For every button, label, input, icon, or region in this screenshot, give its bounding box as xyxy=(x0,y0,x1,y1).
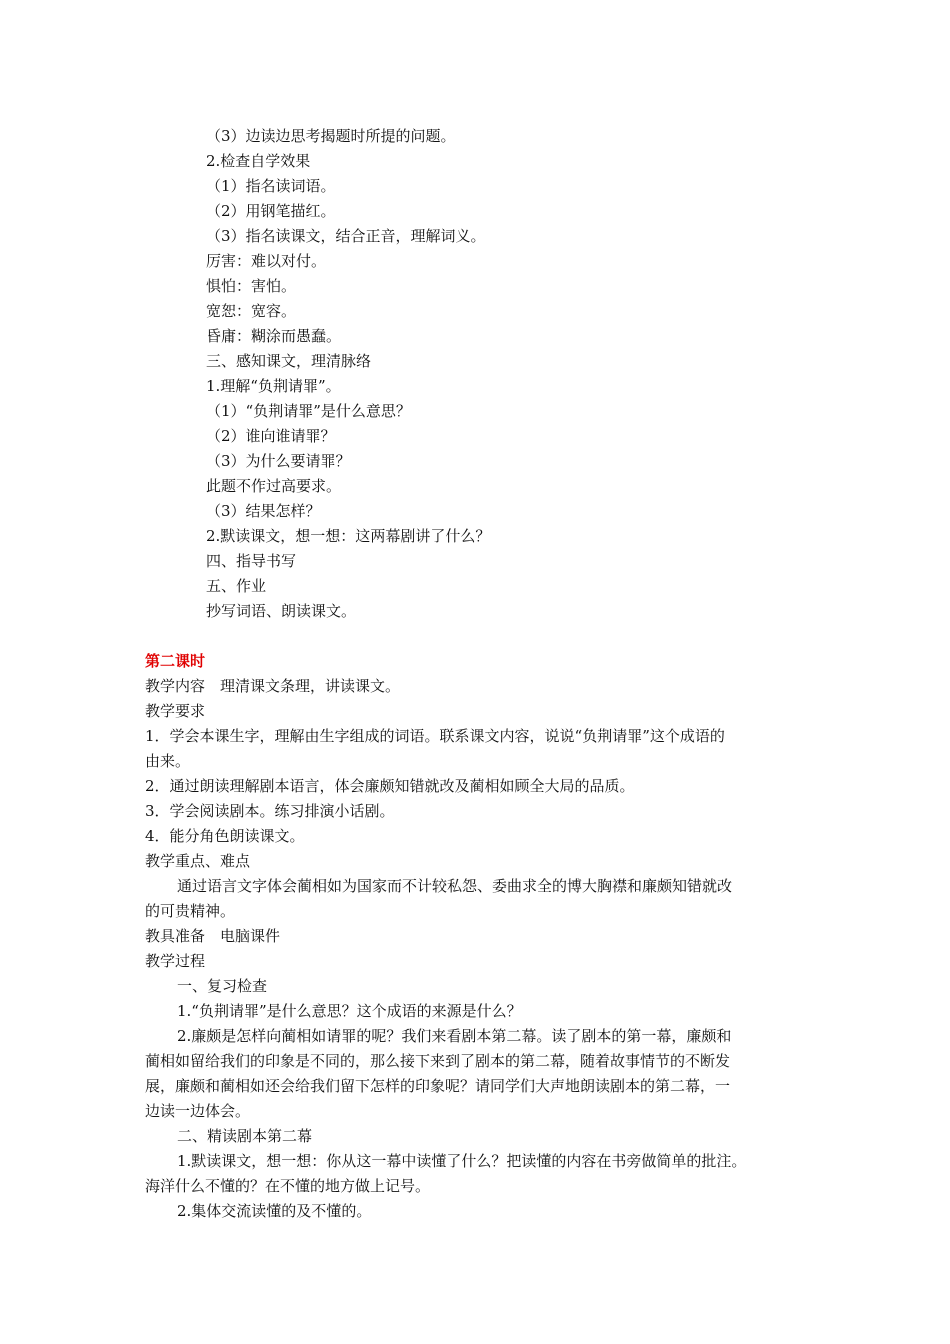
text-line: 三、感知课文，理清脉络 xyxy=(206,352,372,370)
step-1-item-2-cont: 展，廉颇和蔺相如还会给我们留下怎样的印象呢？请同学们大声地朗读剧本的第二幕，一 xyxy=(145,1077,731,1095)
text-line: （3）边读边思考揭题时所提的问题。 xyxy=(206,127,456,145)
step-2-item-1-cont: 海洋什么不懂的？在不懂的地方做上记号。 xyxy=(145,1177,431,1195)
text-line: （3）结果怎样？ xyxy=(206,502,321,520)
requirements-heading: 教学要求 xyxy=(145,702,206,720)
requirement-4: 4．能分角色朗读课文。 xyxy=(145,827,305,845)
text-line: 此题不作过高要求。 xyxy=(206,477,342,495)
content-line: 教学内容 理清课文条理，讲读课文。 xyxy=(145,677,401,695)
section-title: 第二课时 xyxy=(145,652,206,670)
requirement-1: 1．学会本课生字，理解由生字组成的词语。联系课文内容，说说“负荆请罪”这个成语的 xyxy=(145,727,725,745)
text-line: （2）谁向谁请罪？ xyxy=(206,427,336,445)
text-line: 五、作业 xyxy=(206,577,267,595)
step-1-item-2-cont: 蔺相如留给我们的印象是不同的，那么接下来到了剧本的第二幕，随着故事情节的不断发 xyxy=(145,1052,731,1070)
step-1-item-2-cont: 边读一边体会。 xyxy=(145,1102,251,1120)
text-line: 厉害：难以对付。 xyxy=(206,252,327,270)
key-points-text-cont: 的可贵精神。 xyxy=(145,902,236,920)
key-points-text: 通过语言文字体会蔺相如为国家而不计较私怨、委曲求全的博大胸襟和廉颇知错就改 xyxy=(177,877,733,895)
step-1-item-1: 1.“负荆请罪”是什么意思？这个成语的来源是什么？ xyxy=(177,1002,522,1020)
process-heading: 教学过程 xyxy=(145,952,206,970)
step-2-heading: 二、精读剧本第二幕 xyxy=(177,1127,313,1145)
tools-line: 教具准备 电脑课件 xyxy=(145,927,281,945)
text-line: （1）指名读词语。 xyxy=(206,177,336,195)
text-line: （2）用钢笔描红。 xyxy=(206,202,336,220)
text-line: 惧怕：害怕。 xyxy=(206,277,297,295)
text-line: 昏庸：糊涂而愚蠢。 xyxy=(206,327,342,345)
step-2-item-1: 1.默读课文，想一想：你从这一幕中读懂了什么？把读懂的内容在书旁做简单的批注。 xyxy=(177,1152,747,1170)
text-line: 2.检查自学效果 xyxy=(206,152,311,170)
step-1-item-2: 2.廉颇是怎样向蔺相如请罪的呢？我们来看剧本第二幕。读了剧本的第一幕，廉颇和 xyxy=(177,1027,732,1045)
text-line: 抄写词语、朗读课文。 xyxy=(206,602,357,620)
text-line: （3）为什么要请罪？ xyxy=(206,452,351,470)
requirement-1-cont: 由来。 xyxy=(145,752,191,770)
text-line: （1）“负荆请罪”是什么意思？ xyxy=(206,402,411,420)
text-line: 四、指导书写 xyxy=(206,552,297,570)
text-line: （3）指名读课文，结合正音，理解词义。 xyxy=(206,227,486,245)
requirement-3: 3．学会阅读剧本。练习排演小话剧。 xyxy=(145,802,395,820)
step-2-item-2: 2.集体交流读懂的及不懂的。 xyxy=(177,1202,372,1220)
text-line: 1.理解“负荆请罪”。 xyxy=(206,377,341,395)
requirement-2: 2．通过朗读理解剧本语言，体会廉颇知错就改及蔺相如顾全大局的品质。 xyxy=(145,777,635,795)
text-line: 2.默读课文，想一想：这两幕剧讲了什么？ xyxy=(206,527,491,545)
text-line: 宽恕：宽容。 xyxy=(206,302,297,320)
step-1-heading: 一、复习检查 xyxy=(177,977,268,995)
key-points-heading: 教学重点、难点 xyxy=(145,852,251,870)
